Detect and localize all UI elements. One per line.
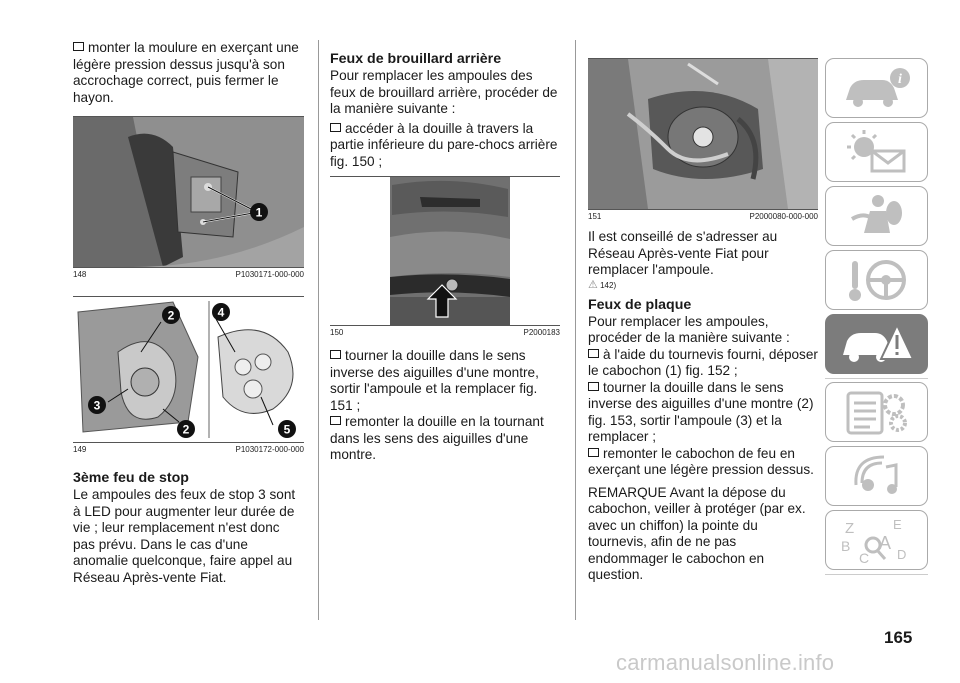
figure-150 <box>330 176 560 326</box>
figure-151 <box>588 58 818 210</box>
checkbox-bullet-icon <box>330 123 341 132</box>
column-1 <box>73 40 304 586</box>
svg-text:Z: Z <box>844 520 854 537</box>
index-letters-icon <box>837 515 917 565</box>
svg-text:B: B <box>840 538 850 554</box>
checkbox-bullet-icon <box>588 448 599 457</box>
tab-car-info[interactable] <box>825 58 928 118</box>
figure-148 <box>73 116 304 268</box>
remarque-note: REMARQUE Avant la dépose du cabochon, veiller à protéger (par ex. avec un chiffon) la pointe du tournevis, afin de ne pas endommager le cabochon en question. <box>588 484 806 582</box>
plate-lights-intro: Pour remplacer les ampoules, procéder de la manière suivante : <box>588 313 790 345</box>
step-turn-socket: tourner la douille dans le sens inverse des aiguilles d'une montre, sortir l'ampoule et la remplacer fig. 151 ; <box>330 348 539 413</box>
figure-149-caption: 149 P1030172-000-000 <box>73 445 304 454</box>
figure-151-caption: 151 P2000080-000-000 <box>588 212 818 221</box>
tab-starting-driving[interactable] <box>825 250 928 310</box>
watermark: carmanualsonline.info <box>616 650 835 675</box>
rear-fog-intro: Pour remplacer les ampoules des feux de brouillard arrière, procéder de la manière suivante : <box>330 68 558 116</box>
step-turn-socket: tourner la douille dans le sens inverse des aiguilles d'une montre (2) fig. 153, sortir l'ampoule (3) et la remplacer ; <box>588 379 814 444</box>
svg-text:i: i <box>897 72 902 87</box>
warning-reference: ⚠ 142) <box>588 278 617 291</box>
section-heading-rear-fog-lights: Feux de brouillard arrière <box>330 51 502 67</box>
section-heading-third-stop-light: 3ème feu de stop <box>73 470 189 486</box>
tab-safety[interactable] <box>825 186 928 246</box>
figure-149-image <box>73 297 304 442</box>
tab-index[interactable] <box>825 510 928 570</box>
svg-text:2: 2 <box>182 422 190 437</box>
checkbox-bullet-icon <box>330 350 341 359</box>
step-remount-cover: remonter le cabochon de feu en exerçant une légère pression dessus. <box>588 445 814 477</box>
figure-150-image <box>330 177 560 325</box>
page-number: 165 <box>884 628 913 647</box>
svg-text:5: 5 <box>283 422 291 437</box>
chapter-tabs <box>825 58 928 578</box>
tab-emergency[interactable] <box>825 314 928 374</box>
warning-lights-icon <box>842 129 912 175</box>
tab-separator <box>825 378 928 379</box>
multimedia-icon <box>842 453 912 499</box>
figure-151-image <box>588 59 818 209</box>
checkbox-bullet-icon <box>330 416 341 425</box>
svg-text:2: 2 <box>167 308 175 323</box>
svg-text:3: 3 <box>93 398 101 413</box>
tab-warning-lights[interactable] <box>825 122 928 182</box>
tab-separator <box>825 574 928 575</box>
svg-text:A: A <box>878 533 891 553</box>
column-3 <box>588 40 818 584</box>
figure-150-caption: 150 P2000183 <box>330 328 560 337</box>
maintenance-gears-icon <box>842 389 912 435</box>
svg-text:E: E <box>892 517 902 532</box>
figure-148-image <box>73 117 304 267</box>
step-remount-socket: remonter la douille en la tournant dans les sens des aiguilles d'une montre. <box>330 414 544 462</box>
svg-text:D: D <box>896 547 906 562</box>
step-remove-cover: à l'aide du tournevis fourni, déposer le cabochon (1) fig. 152 ; <box>588 346 818 378</box>
warning-triangle-icon: ⚠ <box>588 278 598 291</box>
step-mount-molding: monter la moulure en exerçant une légère pression dessus jusqu'à son accrochage correct, puis fermer le hayon. <box>73 40 299 105</box>
dealer-advice: Il est conseillé de s'adresser au Réseau Après-vente Fiat pour remplacer l'ampoule. <box>588 229 778 277</box>
checkbox-bullet-icon <box>588 349 599 358</box>
svg-text:C: C <box>858 550 869 565</box>
column-divider <box>575 40 576 620</box>
column-2 <box>330 40 560 464</box>
checkbox-bullet-icon <box>588 382 599 391</box>
svg-text:1: 1 <box>255 205 263 220</box>
airbag-person-icon <box>842 193 912 239</box>
car-info-icon <box>842 66 912 110</box>
tab-maintenance[interactable] <box>825 382 928 442</box>
column-divider <box>318 40 319 620</box>
checkbox-bullet-icon <box>73 42 84 51</box>
third-stop-light-body: Le ampoules des feux de stop 3 sont à LED pour augmenter leur durée de vie ; leur remplacement n'est donc pas prévu. Dans le cas d'une anomalie quelconque, faire appel au Réseau Après-vente Fiat. <box>73 487 296 585</box>
step-access-socket: accéder à la douille à travers la partie inférieure du pare-chocs arrière fig. 150 ; <box>330 120 558 169</box>
figure-148-caption: 148 P1030171-000-000 <box>73 270 304 279</box>
svg-text:4: 4 <box>217 305 225 320</box>
tab-multimedia[interactable] <box>825 446 928 506</box>
figure-149 <box>73 296 304 443</box>
car-warning-icon <box>839 321 915 367</box>
section-heading-plate-lights: Feux de plaque <box>588 296 692 313</box>
key-steering-wheel-icon <box>842 257 912 303</box>
